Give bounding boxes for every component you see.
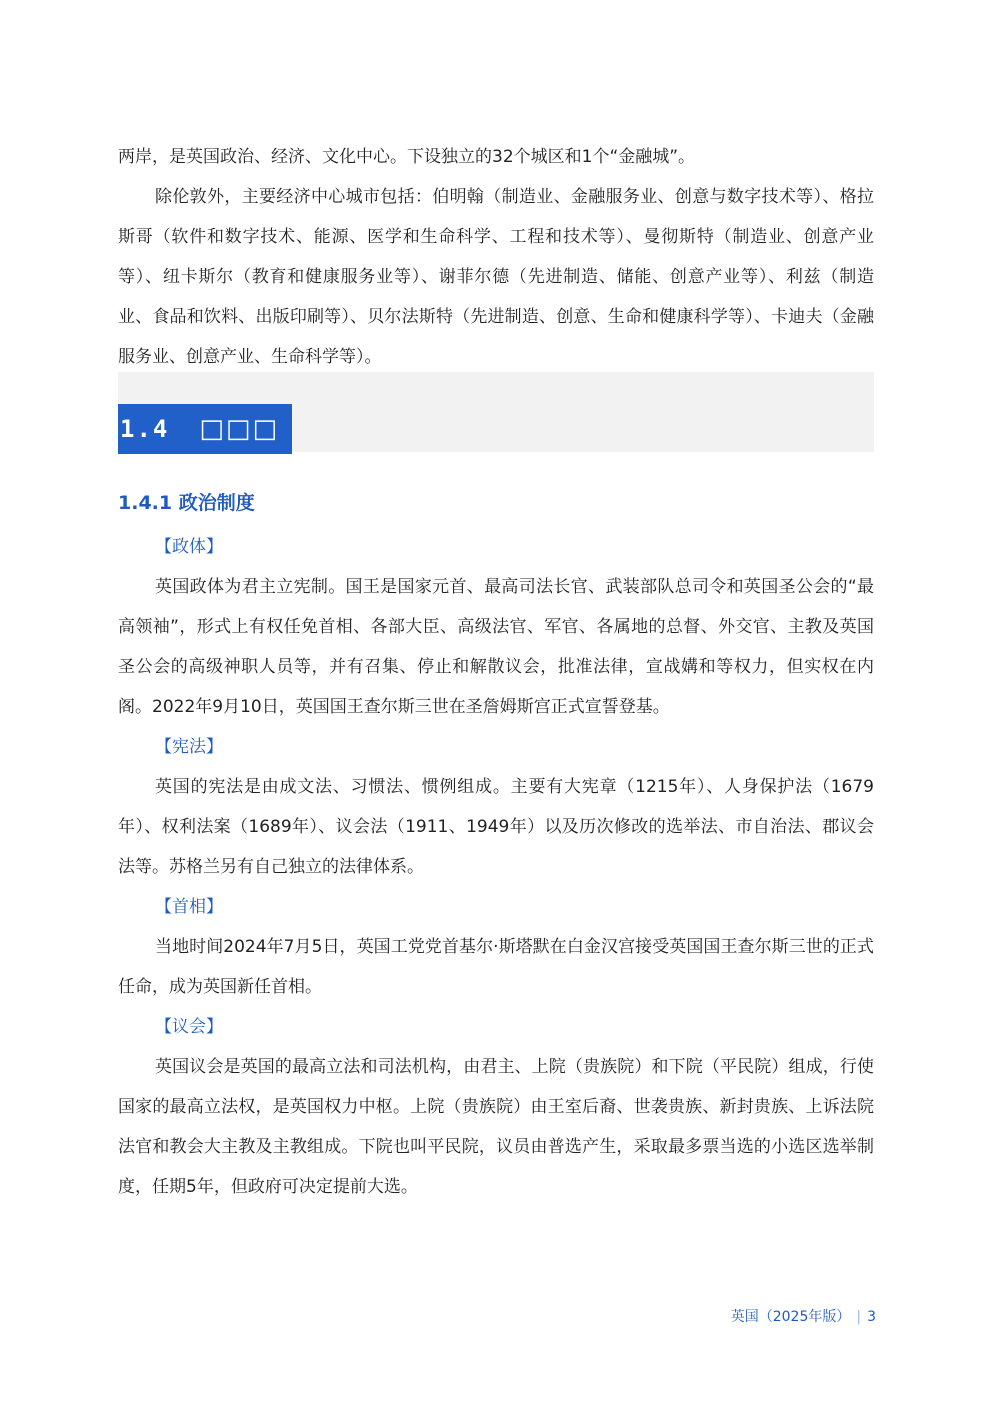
paragraph-polity: 英国政体为君主立宪制。国王是国家元首、最高司法长官、武装部队总司令和英国圣公会的“最高领袖”，形式上有权任免首相、各部大臣、高级法官、军官、各属地的总督、外交官、主教及英国圣公会的高级神职人员等，并有召集、停止和解散议会，批准法律，宣战媾和等权力，但实权在内阁。2022年9月10日，英国国王查尔斯三世在圣詹姆斯宫正式宣誓登基。: [118, 577, 874, 717]
paragraph-constitution: 英国的宪法是由成文法、习惯法、惯例组成。主要有大宪章（1215年）、人身保护法（1679年）、权利法案（1689年）、议会法（1911、1949年）以及历次修改的选举法、市自治法、郡议会法等。苏格兰另有自己独立的法律体系。: [118, 777, 874, 877]
paragraph-parliament: 英国议会是英国的最高立法和司法机构，由君主、上院（贵族院）和下院（平民院）组成，行使国家的最高立法权，是英国权力中枢。上院（贵族院）由王室后裔、世袭贵族、新封贵族、上诉法院法官和教会大主教及主教组成。下院也叫平民院，议员由普选产生，采取最多票当选的小选区选举制度，任期5年，但政府可决定提前大选。: [118, 1057, 874, 1197]
heading-parliament: 【议会】: [155, 1017, 223, 1037]
section-header: [118, 404, 292, 454]
footer-separator: |: [856, 1309, 862, 1325]
section-number: 1.4: [120, 415, 170, 443]
page-number: 3: [867, 1309, 876, 1325]
footer-title: 英国（2025年版）: [730, 1309, 851, 1325]
heading-polity: 【政体】: [155, 537, 223, 557]
subsection-title: 1.4.1 政治制度: [118, 492, 255, 514]
page-footer: [700, 1306, 876, 1326]
paragraph-economic-centers: 除伦敦外，主要经济中心城市包括：伯明翰（制造业、金融服务业、创意与数字技术等）、格拉斯哥（软件和数字技术、能源、医学和生命科学、工程和技术等）、曼彻斯特（制造业、创意产业等）、纽卡斯尔（教育和健康服务业等）、谢菲尔德（先进制造、储能、创意产业等）、利兹（制造业、食品和饮料、出版印刷等）、贝尔法斯特（先进制造、创意、生命和健康科学等）、卡迪夫（金融服务业、创意产业、生命科学等）。: [118, 187, 874, 367]
paragraph-london: 两岸，是英国政治、经济、文化中心。下设独立的32个城区和1个“金融城”。: [118, 147, 696, 167]
heading-constitution: 【宪法】: [155, 737, 223, 757]
heading-prime-minister: 【首相】: [155, 897, 223, 917]
paragraph-prime-minister: 当地时间2024年7月5日，英国工党党首基尔·斯塔默在白金汉宫接受英国国王查尔斯三世的正式任命，成为英国新任首相。: [118, 937, 874, 997]
section-title: □□□: [199, 414, 280, 444]
